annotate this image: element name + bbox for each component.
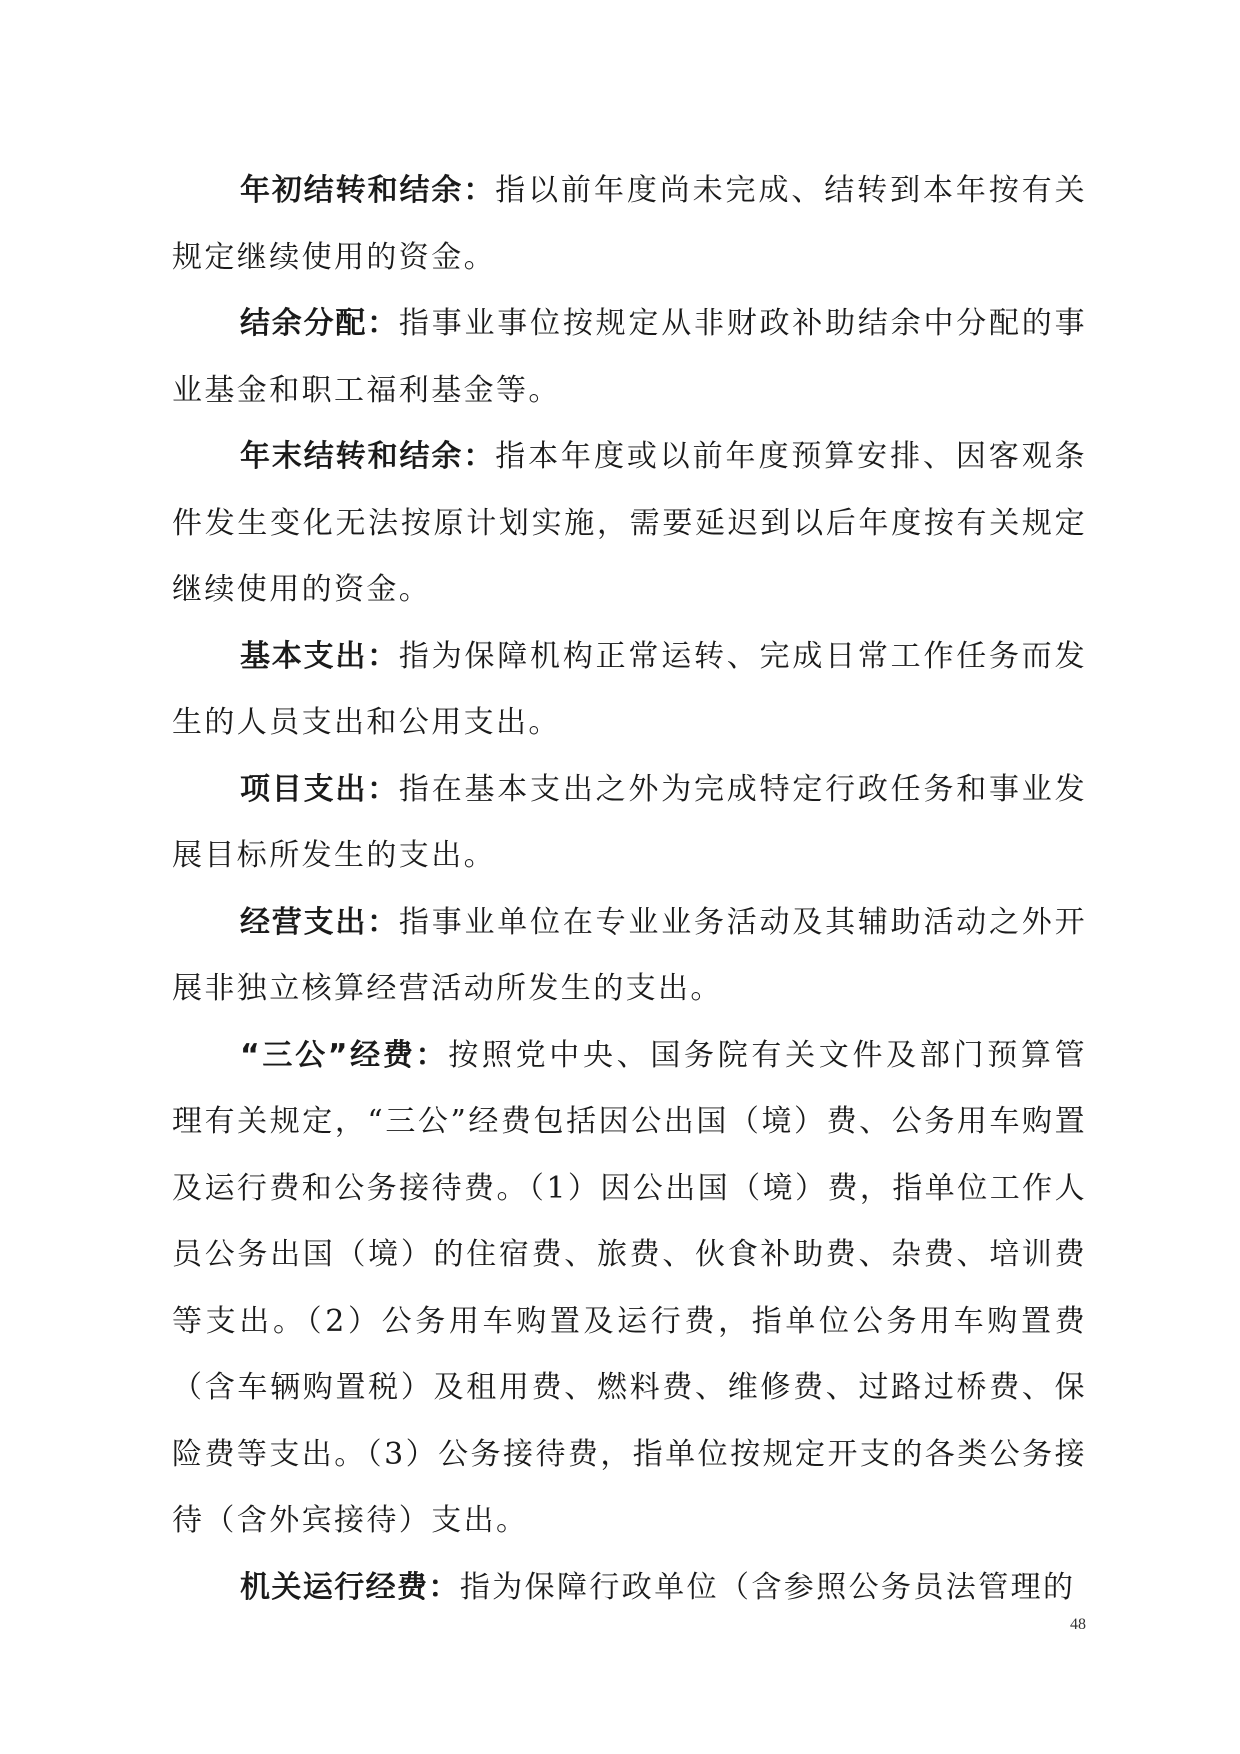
- body-text: [172, 158, 1087, 1621]
- term-heading: 基本支出：: [240, 638, 399, 674]
- term-definition: 指在基本支出之外为完成特定行政任务和事业发展目标所发生的支出。: [172, 771, 1087, 873]
- term-definition: 指以前年度尚未完成、结转到本年按有关规定继续使用的资金。: [172, 173, 1087, 275]
- term-definition: 按照党中央、国务院有关文件及部门预算管理有关规定，“三公”经费包括因公出国（境）费、公务用车购置及运行费和公务接待费。（1）因公出国（境）费，指单位工作人员公务出国（境）的住宿费、旅费、伙食补助费、杂费、培训费等支出。（2）公务用车购置及运行费，指单位公务用车购置费（含车辆购置税）及租用费、燃料费、维修费、过路过桥费、保险费等支出。（3）公务接待费，指单位按规定开支的各类公务接待（含外宾接待）支出。: [172, 1037, 1088, 1538]
- paragraph: [172, 624, 1087, 757]
- paragraph: [172, 757, 1087, 890]
- term-heading: 经营支出：: [240, 904, 399, 940]
- paragraph: [172, 1555, 1087, 1622]
- paragraph: [172, 158, 1087, 291]
- term-heading: 年末结转和结余：: [240, 439, 496, 474]
- term-definition: 指为保障机构正常运转、完成日常工作任务而发生的人员支出和公用支出。: [172, 638, 1087, 740]
- paragraph: [172, 890, 1087, 1023]
- paragraph: [172, 424, 1087, 624]
- term-heading: 结余分配：: [240, 306, 399, 341]
- term-definition: 指本年度或以前年度预算安排、因客观条件发生变化无法按原计划实施，需要延迟到以后年度按有关规定继续使用的资金。: [172, 439, 1087, 607]
- term-heading: “三公”经费：: [240, 1037, 449, 1073]
- term-heading: 项目支出：: [240, 771, 399, 807]
- paragraph: [172, 1023, 1087, 1555]
- term-definition: 指为保障行政单位（含参照公务员法管理的: [459, 1569, 1076, 1605]
- page-number: 48: [1070, 1616, 1086, 1633]
- term-heading: 机关运行经费：: [240, 1569, 460, 1605]
- term-heading: 年初结转和结余：: [240, 173, 496, 208]
- term-definition: 指事业单位在专业业务活动及其辅助活动之外开展非独立核算经营活动所发生的支出。: [172, 904, 1087, 1006]
- term-definition: 指事业事位按规定从非财政补助结余中分配的事业基金和职工福利基金等。: [172, 306, 1087, 408]
- paragraph: [172, 291, 1087, 424]
